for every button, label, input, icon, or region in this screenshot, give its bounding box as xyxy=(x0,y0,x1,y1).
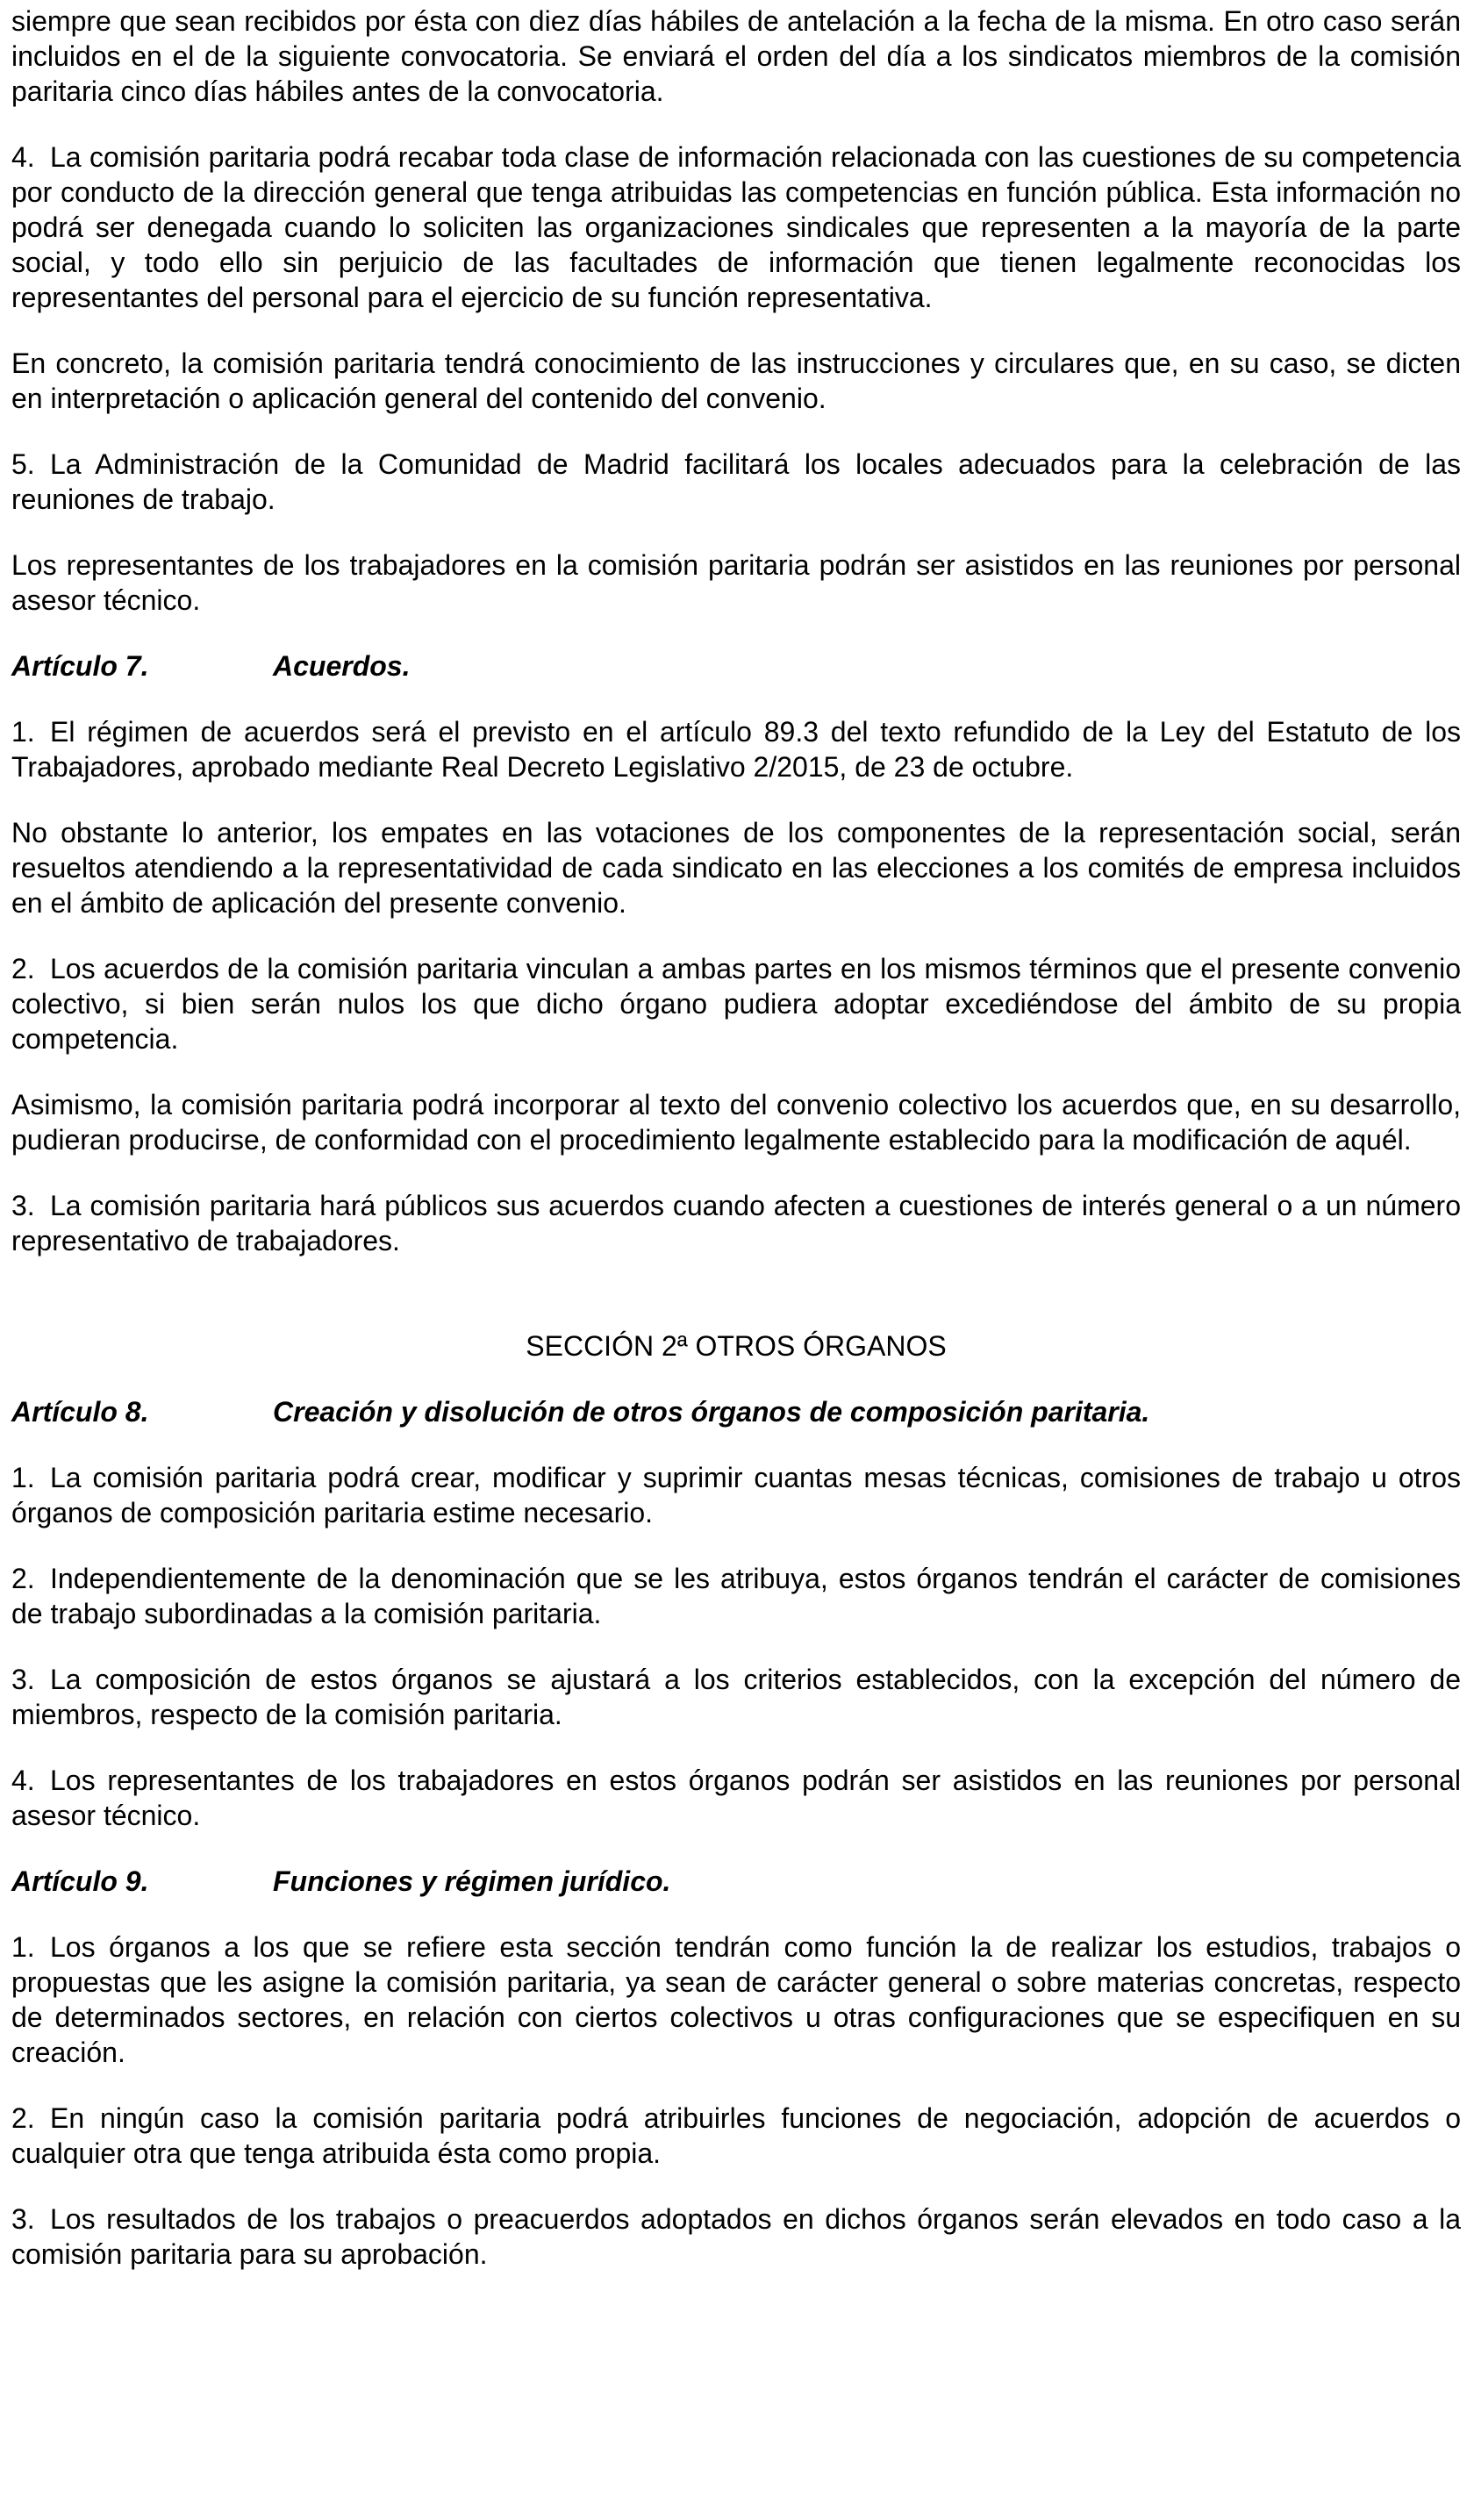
paragraph-number: 2. xyxy=(11,2102,35,2134)
paragraph-text: No obstante lo anterior, los empates en las votaciones de los componentes de la representación social, serán resueltos atendiendo a la representatividad de cada sindicato en las elecciones a los comités de empresa incluidos en el ámbito de aplicación del presente convenio. xyxy=(11,817,1461,919)
article-heading xyxy=(11,1864,1461,1899)
paragraph-text: La Administración de la Comunidad de Madrid facilitará los locales adecuados para la celebración de las reuniones de trabajo. xyxy=(11,448,1461,515)
article-title: Creación y disolución de otros órganos de composición paritaria. xyxy=(273,1396,1150,1428)
paragraph-text: Los resultados de los trabajos o preacuerdos adoptados en dichos órganos serán elevados en todo caso a la comisión paritaria para su aprobación. xyxy=(11,2203,1461,2270)
paragraph xyxy=(11,1662,1461,1732)
section-heading: SECCIÓN 2ª OTROS ÓRGANOS xyxy=(526,1330,947,1362)
article-title: Funciones y régimen jurídico. xyxy=(273,1865,671,1897)
paragraph-number: 1. xyxy=(11,1462,35,1493)
paragraph-text: En ningún caso la comisión paritaria podrá atribuirles funciones de negociación, adopción de acuerdos o cualquier otra que tenga atribuida ésta como propia. xyxy=(11,2102,1461,2169)
paragraph xyxy=(11,714,1461,784)
paragraph xyxy=(11,1929,1461,2070)
paragraph-text: siempre que sean recibidos por ésta con diez días hábiles de antelación a la fecha de la misma. En otro caso serán incluidos en el de la siguiente convocatoria. Se enviará el orden del día a los sindicatos miembros de la comisión paritaria cinco días hábiles antes de la convocatoria. xyxy=(11,5,1461,107)
paragraph-number: 2. xyxy=(11,1563,35,1594)
paragraph xyxy=(11,1763,1461,1833)
article-heading xyxy=(11,648,1461,684)
paragraph-text: En concreto, la comisión paritaria tendrá conocimiento de las instrucciones y circulares que, en su caso, se dicten en interpretación o aplicación general del contenido del convenio. xyxy=(11,347,1461,414)
paragraph-text: Los órganos a los que se refiere esta sección tendrán como función la de realizar los estudios, trabajos o propuestas que les asigne la comisión paritaria, ya sean de carácter general o sobre materias concretas, respecto de determinados sectores, en relación con ciertos colectivos u otras configuraciones que se especifiquen en su creación. xyxy=(11,1931,1461,2068)
paragraph xyxy=(11,951,1461,1056)
paragraph-text: El régimen de acuerdos será el previsto en el artículo 89.3 del texto refundido de la Ley del Estatuto de los Trabajadores, aprobado mediante Real Decreto Legislativo 2/2015, de 23 de octubre. xyxy=(11,716,1461,783)
article-label: Artículo 8. xyxy=(11,1396,149,1428)
paragraph xyxy=(11,548,1461,618)
paragraph xyxy=(11,1460,1461,1530)
article-title: Acuerdos. xyxy=(273,650,411,682)
paragraph-text: La comisión paritaria podrá crear, modificar y suprimir cuantas mesas técnicas, comisiones de trabajo u otros órganos de composición paritaria estime necesario. xyxy=(11,1462,1461,1528)
paragraph-text: Los acuerdos de la comisión paritaria vinculan a ambas partes en los mismos términos que el presente convenio colectivo, si bien serán nulos los que dicho órgano pudiera adoptar excediéndose del ámbito de su propia competencia. xyxy=(11,953,1461,1055)
paragraph-text: La comisión paritaria podrá recabar toda clase de información relacionada con las cuestiones de su competencia por conducto de la dirección general que tenga atribuidas las competencias en función pública. Esta información no podrá ser denegada cuando lo soliciten las organizaciones sindicales que representen a la mayoría de la parte social, y todo ello sin perjuicio de las facultades de información que tienen legalmente reconocidas los representantes del personal para el ejercicio de su función representativa. xyxy=(11,141,1461,313)
paragraph xyxy=(11,346,1461,416)
article-heading xyxy=(11,1394,1461,1429)
paragraph-number: 3. xyxy=(11,1190,35,1221)
paragraph xyxy=(11,140,1461,315)
paragraph-text: La comisión paritaria hará públicos sus acuerdos cuando afecten a cuestiones de interés general o a un número representativo de trabajadores. xyxy=(11,1190,1461,1256)
article-label: Artículo 7. xyxy=(11,650,149,682)
paragraph xyxy=(11,1087,1461,1157)
paragraph xyxy=(11,815,1461,920)
paragraph-number: 4. xyxy=(11,1765,35,1796)
paragraph xyxy=(11,4,1461,109)
paragraph-text: La composición de estos órganos se ajustará a los criterios establecidos, con la excepción del número de miembros, respecto de la comisión paritaria. xyxy=(11,1664,1461,1730)
paragraph-number: 3. xyxy=(11,1664,35,1695)
paragraph xyxy=(11,447,1461,517)
paragraph-number: 1. xyxy=(11,1931,35,1963)
document-body xyxy=(11,4,1461,2302)
paragraph-number: 2. xyxy=(11,953,35,984)
article-label: Artículo 9. xyxy=(11,1865,149,1897)
paragraph-number: 1. xyxy=(11,716,35,748)
paragraph-number: 4. xyxy=(11,141,35,173)
paragraph xyxy=(11,1561,1461,1631)
paragraph-number: 3. xyxy=(11,2203,35,2235)
paragraph-text: Los representantes de los trabajadores en la comisión paritaria podrán ser asistidos en las reuniones por personal asesor técnico. xyxy=(11,549,1461,616)
paragraph-text: Los representantes de los trabajadores en estos órganos podrán ser asistidos en las reuniones por personal asesor técnico. xyxy=(11,1765,1461,1831)
paragraph xyxy=(11,2101,1461,2171)
paragraph xyxy=(11,2201,1461,2272)
paragraph-text: Independientemente de la denominación que se les atribuya, estos órganos tendrán el carácter de comisiones de trabajo subordinadas a la comisión paritaria. xyxy=(11,1563,1461,1629)
paragraph xyxy=(11,1188,1461,1258)
paragraph-text: Asimismo, la comisión paritaria podrá incorporar al texto del convenio colectivo los acuerdos que, en su desarrollo, pudieran producirse, de conformidad con el procedimiento legalmente establecido para la modificación de aquél. xyxy=(11,1089,1461,1156)
paragraph-number: 5. xyxy=(11,448,35,480)
